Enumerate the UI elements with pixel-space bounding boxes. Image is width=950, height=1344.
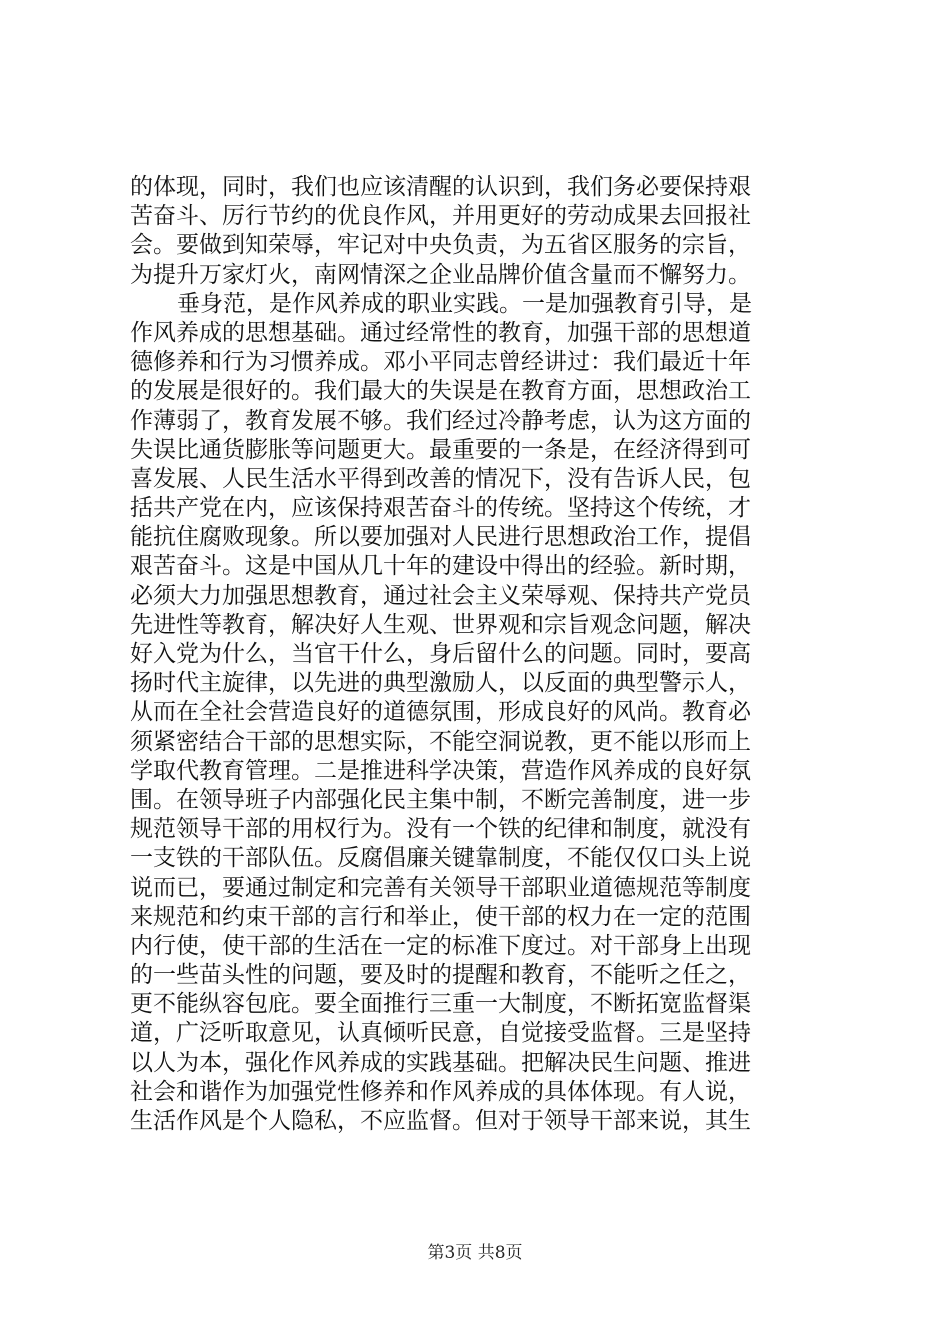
text-line: 更不能纵容包庇。要全面推行三重一大制度，不断拓宽监督渠 (130, 991, 751, 1018)
text-line: 失误比通货膨胀等问题更大。最重要的一条是，在经济得到可 (130, 436, 751, 463)
text-line: 括共产党在内，应该保持艰苦奋斗的传统。坚持这个传统，才 (130, 495, 751, 522)
text-line: 内行使，使干部的生活在一定的标准下度过。对干部身上出现 (130, 932, 751, 959)
paragraph-start-line: 垂身范，是作风养成的职业实践。一是加强教育引导，是 (177, 290, 752, 317)
text-line: 苦奋斗、厉行节约的优良作风，并用更好的劳动成果去回报社 (130, 203, 751, 230)
text-line: 必须大力加强思想教育，通过社会主义荣辱观、保持共产党员 (130, 582, 751, 609)
text-line: 德修养和行为习惯养成。邓小平同志曾经讲过：我们最近十年 (130, 349, 751, 376)
text-line: 学取代教育管理。二是推进科学决策，营造作风养成的良好氛 (130, 757, 751, 784)
text-line: 先进性等教育，解决好人生观、世界观和宗旨观念问题，解决 (130, 611, 751, 638)
text-line: 生活作风是个人隐私，不应监督。但对于领导干部来说，其生 (130, 1108, 751, 1134)
text-line: 说而已，要通过制定和完善有关领导干部职业道德规范等制度 (130, 874, 751, 901)
text-line: 为提升万家灯火，南网情深之企业品牌价值含量而不懈努力。 (130, 261, 751, 288)
text-line: 道，广泛听取意见，认真倾听民意，自觉接受监督。三是坚持 (130, 1020, 751, 1047)
text-line: 规范领导干部的用权行为。没有一个铁的纪律和制度，就没有 (130, 816, 751, 843)
page-number-footer: 第3页 共8页 (427, 1243, 523, 1263)
text-line: 作薄弱了，教育发展不够。我们经过冷静考虑，认为这方面的 (130, 407, 751, 434)
text-line: 从而在全社会营造良好的道德氛围，形成良好的风尚。教育必 (130, 699, 751, 726)
text-line: 艰苦奋斗。这是中国从几十年的建设中得出的经验。新时期， (130, 553, 751, 580)
text-line: 扬时代主旋律，以先进的典型激励人，以反面的典型警示人， (130, 670, 751, 697)
body-text (130, 173, 825, 1136)
text-line: 的发展是很好的。我们最大的失误是在教育方面，思想政治工 (130, 378, 751, 405)
text-line: 能抗住腐败现象。所以要加强对人民进行思想政治工作，提倡 (130, 524, 751, 551)
text-line: 须紧密结合干部的思想实际，不能空洞说教，更不能以形而上 (130, 728, 751, 755)
text-line: 以人为本，强化作风养成的实践基础。把解决民生问题、推进 (130, 1049, 751, 1076)
text-line: 来规范和约束干部的言行和举止，使干部的权力在一定的范围 (130, 903, 751, 930)
text-line: 喜发展、人民生活水平得到改善的情况下，没有告诉人民，包 (130, 465, 751, 492)
text-line: 围。在领导班子内部强化民主集中制，不断完善制度，进一步 (130, 786, 751, 813)
text-line: 一支铁的干部队伍。反腐倡廉关键靠制度，不能仅仅口头上说 (130, 845, 751, 872)
text-line: 作风养成的思想基础。通过经常性的教育，加强干部的思想道 (130, 319, 751, 346)
text-line: 社会和谐作为加强党性修养和作风养成的具体体现。有人说， (130, 1078, 751, 1105)
text-line: 好入党为什么，当官干什么，身后留什么的问题。同时，要高 (130, 641, 751, 667)
text-line: 的一些苗头性的问题，要及时的提醒和教育，不能听之任之， (130, 962, 751, 989)
text-line: 的体现，同时，我们也应该清醒的认识到，我们务必要保持艰 (130, 174, 751, 200)
text-line: 会。要做到知荣辱，牢记对中央负责，为五省区服务的宗旨， (130, 232, 751, 259)
